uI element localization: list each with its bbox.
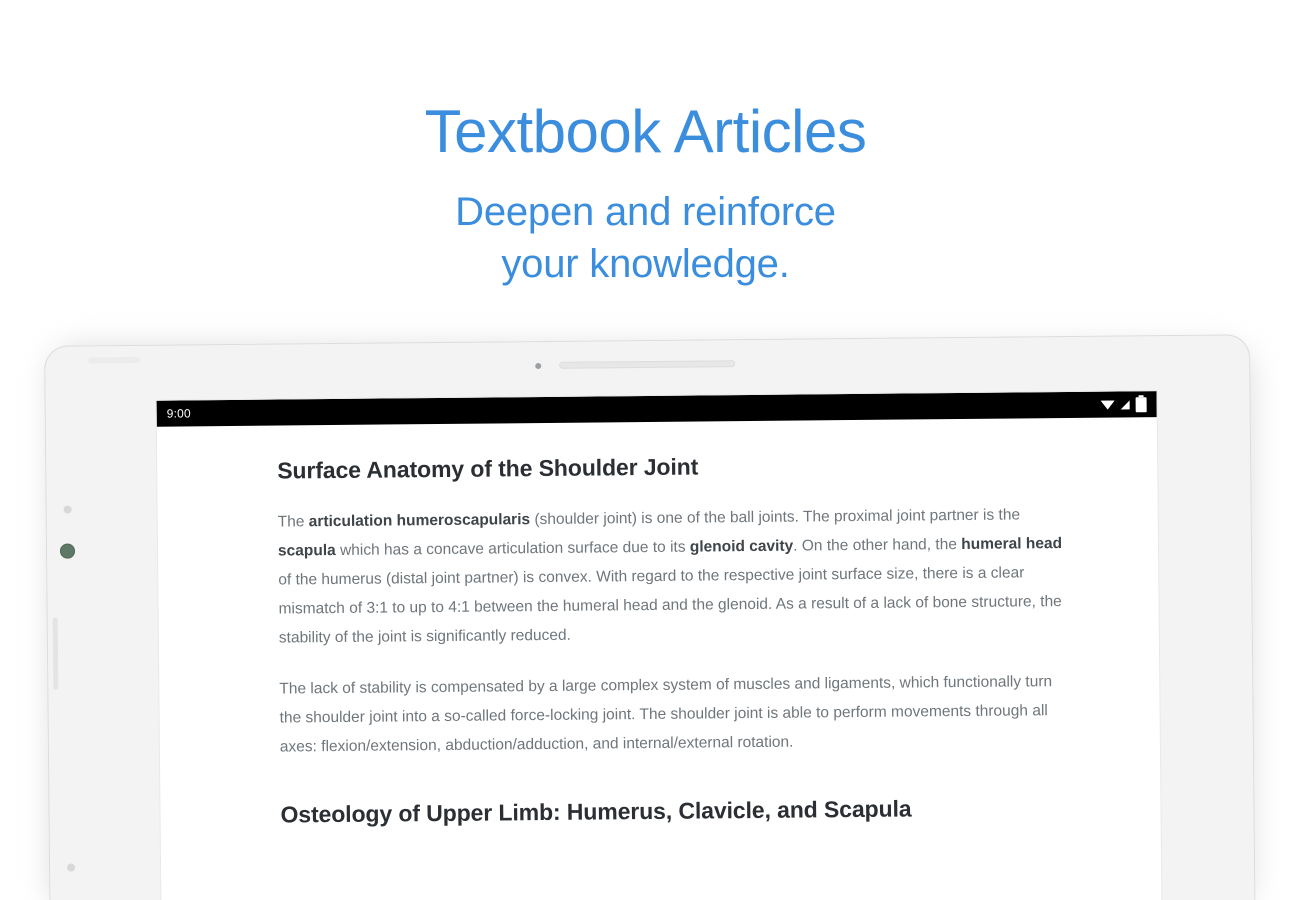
status-bar-icons [1101, 397, 1147, 412]
para1-text-3: which has a concave articulation surface due to its [335, 538, 690, 559]
bezel-dot-bottom [67, 864, 75, 872]
para1-bold-2: scapula [277, 541, 336, 560]
para1-text-1: The [277, 513, 309, 531]
promo-header [0, 96, 1291, 290]
tablet-screen [157, 391, 1162, 900]
para1-bold-1: articulation humeroscapularis [308, 511, 531, 531]
wifi-icon [1101, 400, 1115, 409]
sensor-icon [60, 544, 75, 559]
promo-subtitle-line-2: your knowledge. [501, 242, 790, 286]
signal-icon [1121, 400, 1130, 409]
article-subheading: Osteology of Upper Limb: Humerus, Clavicle, and Scapula [280, 795, 912, 828]
volume-button[interactable] [53, 618, 59, 690]
article-heading: Surface Anatomy of the Shoulder Joint [277, 453, 699, 484]
battery-icon [1136, 397, 1147, 412]
tablet-device [0, 318, 1291, 900]
para1-text-5: of the humerus (distal joint partner) is convex. With regard to the respective joint surface size, there is a clear mismatch of 3:1 to up to 4:1 between the humeral head and the glenoid. As a result of a lack of bone structure, the stability of the joint is significantly reduced. [278, 564, 1062, 647]
para1-bold-4: humeral head [961, 535, 1063, 553]
page-title: Textbook Articles [424, 98, 867, 165]
article-content [157, 417, 1161, 831]
para1-bold-3: glenoid cavity [689, 537, 794, 556]
article-paragraph-2: The lack of stability is compensated by a large complex system of muscles and ligaments, which functionally turn the shoulder joint into a so-called force-locking joint. The shoulder joint is able to perform movements through all axes: flexion/extension, abduction/adduction, and internal/external rotation. [279, 673, 1053, 756]
status-bar-clock: 9:00 [166, 406, 191, 421]
promo-subtitle [0, 186, 1291, 290]
article-paragraph-1 [278, 500, 1077, 653]
device-body [44, 334, 1256, 900]
para1-text-2: (shoulder joint) is one of the ball joints. The proximal joint partner is the [530, 506, 1021, 529]
front-camera-icon [535, 363, 541, 369]
speaker-grille [88, 357, 140, 363]
bezel-dot-top [64, 506, 72, 514]
promo-subtitle-line-1: Deepen and reinforce [455, 190, 836, 234]
speaker-slot [559, 360, 735, 369]
para1-text-4: . On the other hand, the [793, 535, 962, 555]
